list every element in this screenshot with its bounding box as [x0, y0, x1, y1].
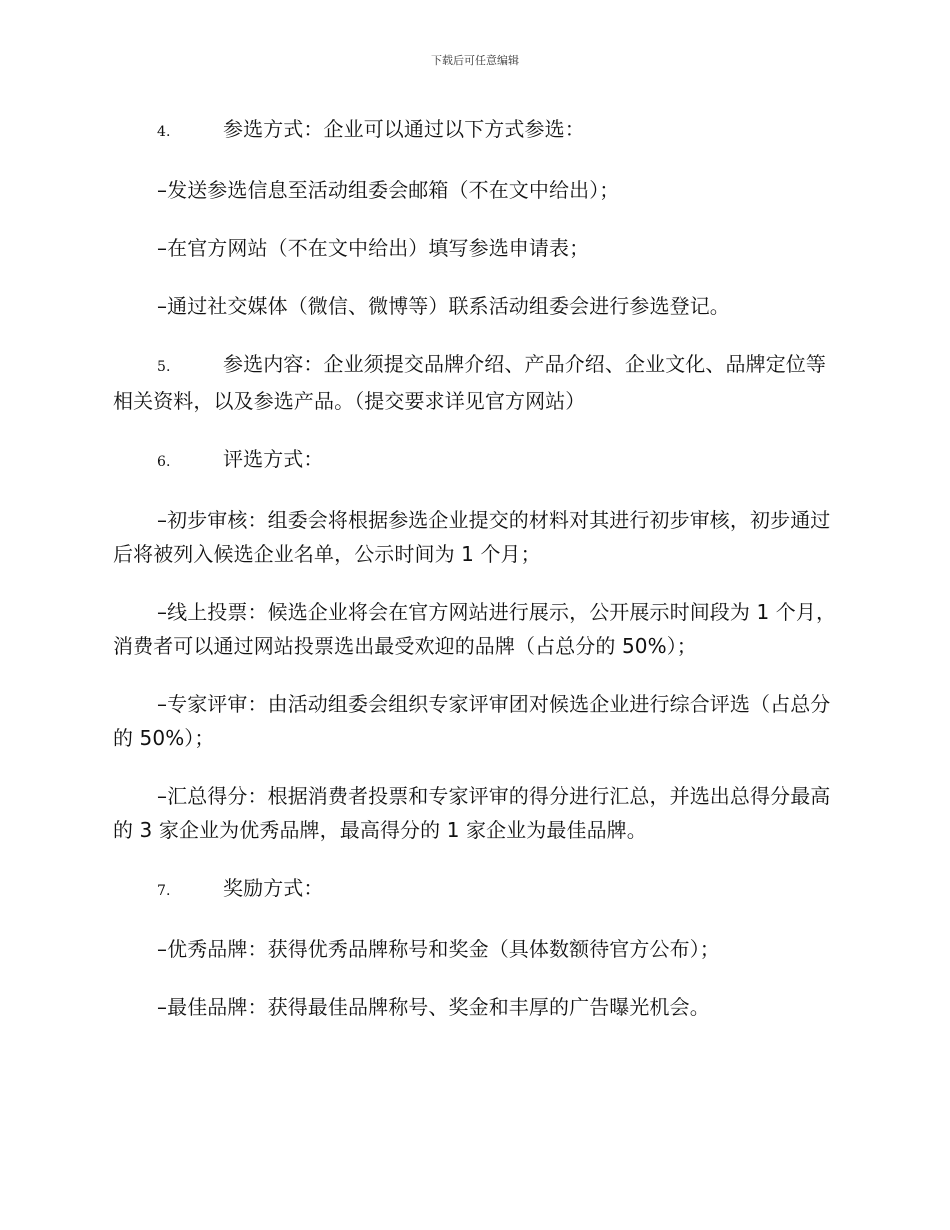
- section-6-item-3: –专家评审：由活动组委会组织专家评审团对候选企业进行综合评选（占总分的 50%）；: [113, 692, 831, 750]
- section-5-number: 5.: [157, 359, 171, 375]
- section-6-item-1: –初步审核：组委会将根据参选企业提交的材料对其进行初步审核，初步通过后将被列入候选企业名单，公示时间为 1 个月；: [113, 508, 831, 566]
- section-7-number: 7.: [157, 883, 171, 899]
- section-6-item-4: –汇总得分：根据消费者投票和专家评审的得分进行汇总，并选出总得分最高的 3 家企业为优秀品牌，最高得分的 1 家企业为最佳品牌。: [113, 784, 831, 842]
- section-7-heading-text: 奖励方式：: [223, 876, 324, 900]
- section-7-item-2: –最佳品牌：获得最佳品牌称号、奖金和丰厚的广告曝光机会。: [157, 995, 710, 1019]
- section-4-item-1: –发送参选信息至活动组委会邮箱（不在文中给出）；: [157, 178, 620, 202]
- page-header: 下载后可任意编辑: [431, 54, 519, 67]
- section-7-heading: [113, 871, 837, 908]
- section-4-number: 4.: [157, 124, 171, 140]
- section-7-item-1: –优秀品牌：获得优秀品牌称号和奖金（具体数额待官方公布）；: [157, 937, 720, 961]
- section-4-item-3: –通过社交媒体（微信、微博等）联系活动组委会进行参选登记。: [157, 294, 730, 318]
- section-6-item-2: –线上投票：候选企业将会在官方网站进行展示，公开展示时间段为 1 个月，消费者可以通过网站投票选出最受欢迎的品牌（占总分的 50%）；: [113, 600, 837, 658]
- section-6-number: 6.: [157, 454, 171, 470]
- section-4-item-2: –在官方网站（不在文中给出）填写参选申请表；: [157, 236, 590, 260]
- section-5-paragraph: [113, 347, 837, 418]
- section-4-heading-text: 参选方式：企业可以通过以下方式参选：: [223, 117, 585, 141]
- section-4-heading: [113, 112, 837, 149]
- section-5-text: 参选内容：企业须提交品牌介绍、产品介绍、企业文化、品牌定位等相关资料，以及参选产品。（提交要求详见官方网站）: [113, 352, 826, 413]
- section-6-heading-text: 评选方式：: [223, 447, 324, 471]
- section-6-heading: [113, 442, 837, 479]
- document-body: [113, 112, 837, 1048]
